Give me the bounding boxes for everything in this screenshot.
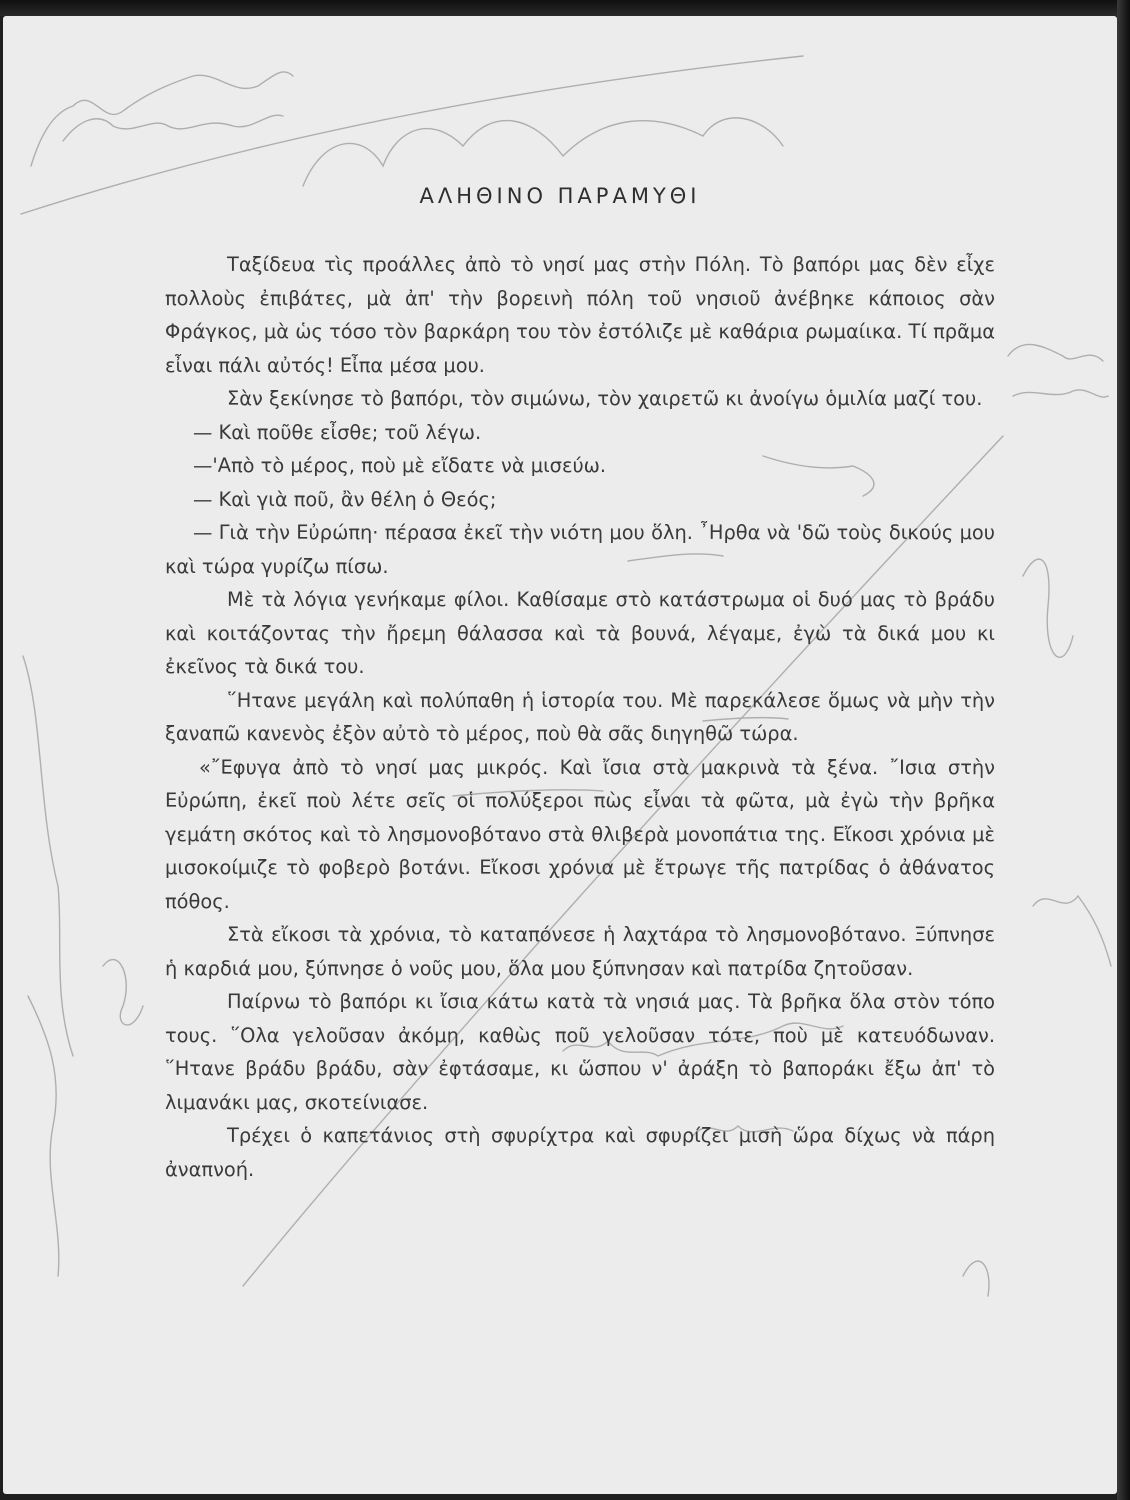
paragraph: Μὲ τὰ λόγια γενήκαμε φίλοι. Καθίσαμε στὸ κατάστρωμα οἱ δυό μας τὸ βράδυ καὶ κοιτάζοντας τὴν ἤρεμη θάλασσα καὶ τὰ βουνά, λέγαμε, ἐγὼ τὰ δικά μου κι ἐκεῖνος τὰ δικά του. (165, 588, 995, 678)
paragraph: Στὰ εἴκοσι τὰ χρόνια, τὸ καταπόνεσε ἡ λαχτάρα τὸ λησμονοβότανο. Ξύπνησε ἡ καρδιά μου, ξύπνησε ὁ νοῦς μου, ὅλα μου ξύπνησαν καὶ πατρίδα ζητοῦσαν. (165, 923, 995, 980)
pencil-right-scribble (1023, 559, 1073, 657)
pencil-right-mark-2 (1013, 390, 1108, 397)
pencil-margin-left-2 (28, 996, 59, 1276)
dialogue-line: — Καὶ ποῦθε εἶσθε; τοῦ λέγω. (193, 420, 482, 444)
page-title: ΑΛΗΘΙΝΟ ΠΑΡΑΜΥΘΙ (419, 184, 701, 208)
pencil-right-mark-1 (1008, 344, 1103, 361)
pencil-scribble-topleft (31, 72, 293, 166)
pencil-signature-top (303, 118, 783, 186)
dialogue-line: — Γιὰ τὴν Εὐρώπη· πέρασα ἐκεῖ τὴν νιότη μου ὅλη. ῏Ηρθα νὰ 'δῶ τοὺς δικούς μου καὶ τώρα γυρίζω πίσω. (165, 521, 995, 578)
scan-top-edge (0, 0, 1130, 16)
paragraph: Ταξίδευα τὶς προάλλες ἀπὸ τὸ νησί μας στὴν Πόλη. Τὸ βαπόρι μας δὲν εἶχε πολλοὺς ἐπιβάτες, μὰ ἀπ' τὴν βορεινὴ πόλη τοῦ νησιοῦ ἀνέβηκε κάποιος σὰν Φράγκος, μὰ ὡς τόσο τὸν βαρκάρη του τὸν ἐστόλιζε μὲ καθάρια ρωμαίικα. Τί πρᾶμα εἶναι πάλι αὐτός! Εἶπα μέσα μου. (165, 253, 995, 377)
paragraph: ῞Ητανε μεγάλη καὶ πολύπαθη ἡ ἱστορία του. Μὲ παρεκάλεσε ὅμως νὰ μὴν τὴν ξαναπῶ κανενὸς ἐξὸν αὐτὸ τὸ μέρος, ποὺ θὰ σᾶς διηγηθῶ τώρα. (165, 688, 995, 745)
pencil-margin-right-4 (963, 1261, 989, 1296)
paragraph: Παίρνω τὸ βαπόρι κι ἴσια κάτω κατὰ τὰ νησιά μας. Τὰ βρῆκα ὅλα στὸν τόπο τους. ῞Ολα γελοῦσαν ἀκόμη, καθὼς ποῦ γελοῦσαν τότε, ποὺ μὲ κατευόδωναν. ῞Ητανε βράδυ βράδυ, σὰν ἐφτάσαμε, κι ὥσπου ν' ἀράξη τὸ βαποράκι ἔξω ἀπ' τὸ λιμανάκι μας, σκοτείνιασε. (165, 990, 995, 1114)
pencil-margin-left-3 (103, 960, 143, 1025)
dialogue-line: —'Απὸ τὸ μέρος, ποὺ μὲ εἴδατε νὰ μισεύω. (193, 454, 607, 477)
scan-right-edge (1117, 0, 1130, 1500)
pencil-right-mark-3 (1033, 896, 1111, 966)
dialogue-line: — Καὶ γιὰ ποῦ, ἂν θέλη ὁ Θεός; (193, 487, 497, 511)
pencil-margin-left-1 (23, 656, 73, 1056)
pencil-scribble-topleft-2 (63, 115, 283, 141)
paragraph: Τρέχει ὁ καπετάνιος στὴ σφυρίχτρα καὶ σφυρίζει μισὴ ὥρα δίχως νὰ πάρη ἀναπνοή. (165, 1124, 995, 1181)
paragraph: «῎Εφυγα ἀπὸ τὸ νησί μας μικρός. Καὶ ἴσια στὰ μακρινὰ τὰ ξένα. ῎Ισια στὴν Εὐρώπη, ἐκεῖ ποὺ λέτε σεῖς οἱ πολύξεροι πὼς εἶναι τὰ φῶτα, μὰ ἐγὼ τὴν βρῆκα γεμάτη σκότος καὶ τὸ λησμονοβότανο στὰ θλιβερὰ μονοπάτια της. Εἴκοσι χρόνια μὲ μισοκοίμιζε τὸ φοβερὸ βοτάνι. Εἴκοσι χρόνια μὲ ἔτρωγε τῆς πατρίδας ὁ ἀθάνατος πόθος. (165, 755, 995, 913)
paragraph: Σὰν ξεκίνησε τὸ βαπόρι, τὸν σιμώνω, τὸν χαιρετῶ κι ἀνοίγω ὁμιλία μαζί του. (227, 387, 983, 410)
scanned-page (3, 16, 1117, 1494)
body-text (165, 248, 995, 1186)
